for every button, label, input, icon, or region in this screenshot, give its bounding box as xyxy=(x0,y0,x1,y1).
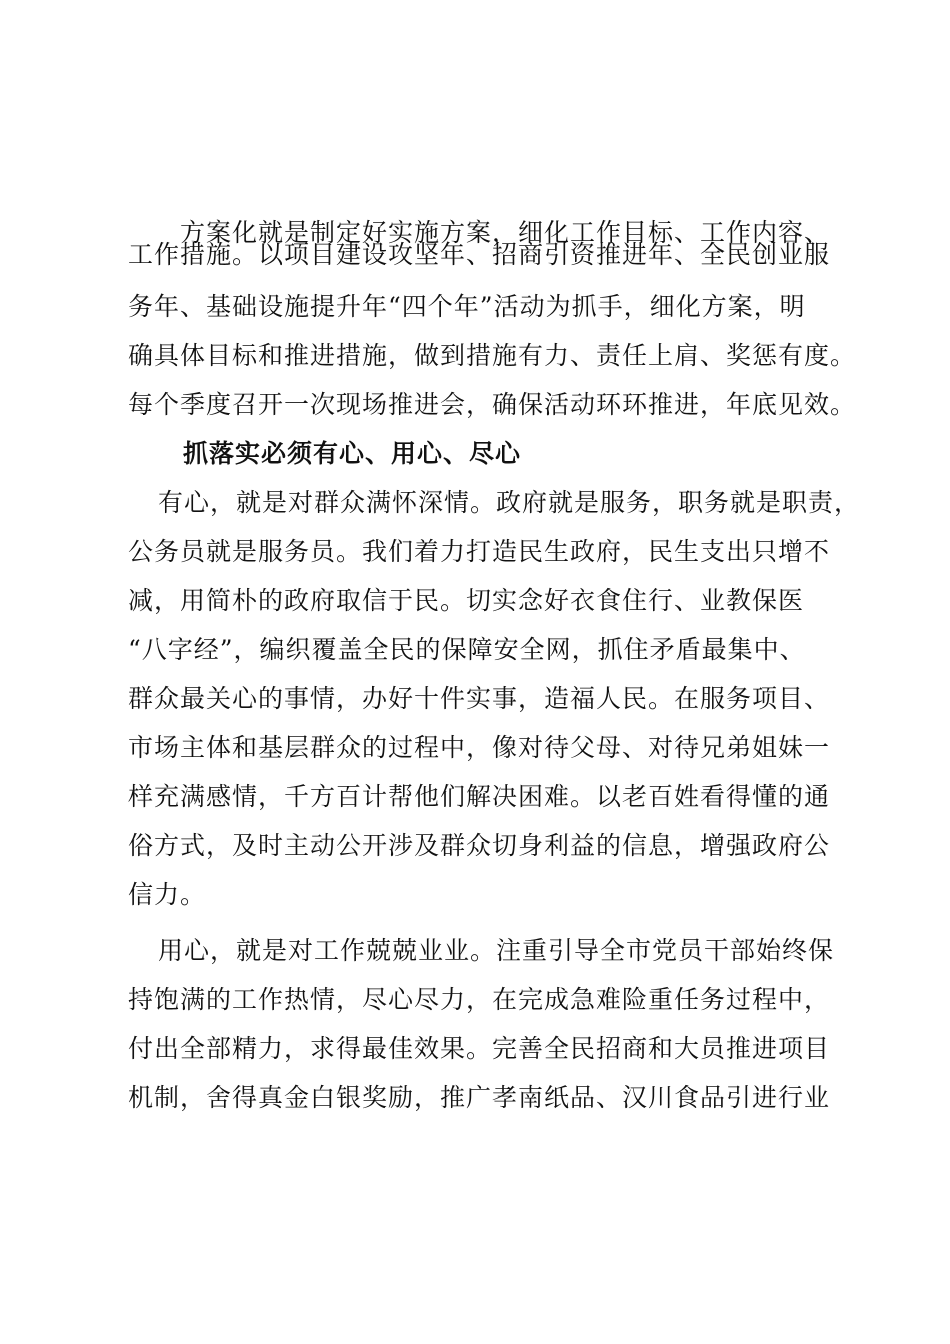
paragraph-2-line-1: 有心，就是对群众满怀深情。政府就是服务，职务就是职责， xyxy=(158,488,861,517)
paragraph-1-line-5: 每个季度召开一次现场推进会，确保活动环环推进，年底见效。 xyxy=(128,390,857,419)
paragraph-2-line-5: 群众最关心的事情，办好十件实事，造福人民。在服务项目、 xyxy=(128,684,831,713)
paragraph-3-line-4: 机制，舍得真金白银奖励，推广孝南纸品、汉川食品引进行业 xyxy=(128,1083,831,1112)
paragraph-1-line-1: 方案化就是制定好实施方案，细化工作目标、工作内容、 xyxy=(180,218,831,247)
paragraph-2-line-7: 样充满感情，千方百计帮他们解决困难。以老百姓看得懂的通 xyxy=(128,782,831,811)
paragraph-1-line-2: 工作措施。以项目建设攻坚年、招商引资推进年、全民创业服 xyxy=(128,240,831,269)
paragraph-2-line-8: 俗方式，及时主动公开涉及群众切身利益的信息，增强政府公 xyxy=(128,831,831,860)
paragraph-1-line-3: 务年、基础设施提升年“四个年”活动为抓手，细化方案，明 xyxy=(128,292,806,321)
paragraph-3-line-1: 用心，就是对工作兢兢业业。注重引导全市党员干部始终保 xyxy=(158,936,835,965)
paragraph-2-line-3: 减，用简朴的政府取信于民。切实念好衣食住行、业教保医 xyxy=(128,586,805,615)
paragraph-2-line-2: 公务员就是服务员。我们着力打造民生政府，民生支出只增不 xyxy=(128,537,831,566)
section-heading: 抓落实必须有心、用心、尽心 xyxy=(183,439,522,468)
paragraph-3-line-2: 持饱满的工作热情，尽心尽力，在完成急难险重任务过程中， xyxy=(128,985,831,1014)
paragraph-2-line-9: 信力。 xyxy=(128,880,207,909)
paragraph-1-line-4: 确具体目标和推进措施，做到措施有力、责任上肩、奖惩有度。 xyxy=(128,341,857,370)
paragraph-2-line-6: 市场主体和基层群众的过程中，像对待父母、对待兄弟姐妹一 xyxy=(128,733,831,762)
paragraph-2-line-4: “八字经”，编织覆盖全民的保障安全网，抓住矛盾最集中、 xyxy=(128,635,806,664)
paragraph-3-line-3: 付出全部精力，求得最佳效果。完善全民招商和大员推进项目 xyxy=(128,1034,831,1063)
